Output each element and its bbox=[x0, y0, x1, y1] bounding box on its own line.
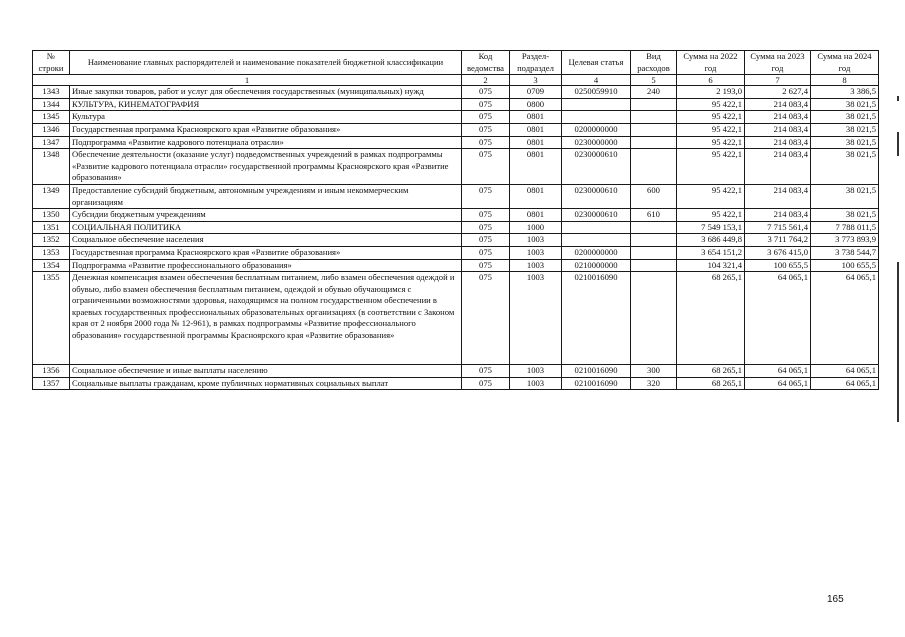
row-section: 0801 bbox=[510, 209, 562, 222]
row-sum-2023: 100 655,5 bbox=[745, 259, 811, 272]
row-dept-code: 075 bbox=[462, 259, 510, 272]
row-sum-2023: 64 065,1 bbox=[745, 377, 811, 390]
table-row bbox=[33, 136, 879, 149]
header-sum-2023: Сумма на 2023 год bbox=[745, 51, 811, 75]
row-target: 0230000610 bbox=[562, 184, 631, 208]
row-sum-2024: 38 021,5 bbox=[811, 136, 879, 149]
column-number: 8 bbox=[811, 75, 879, 86]
row-sum-2022: 95 422,1 bbox=[677, 123, 745, 136]
header-expense-kind: Вид расходов bbox=[631, 51, 677, 75]
row-sum-2022: 95 422,1 bbox=[677, 209, 745, 222]
row-section: 0801 bbox=[510, 136, 562, 149]
row-section: 0801 bbox=[510, 111, 562, 124]
row-sum-2023: 2 627,4 bbox=[745, 86, 811, 99]
row-section: 1003 bbox=[510, 365, 562, 378]
row-sum-2024: 100 655,5 bbox=[811, 259, 879, 272]
row-section: 0801 bbox=[510, 184, 562, 208]
row-sum-2023: 3 676 415,0 bbox=[745, 246, 811, 259]
row-name: Государственная программа Красноярского края «Развитие образования» bbox=[70, 123, 462, 136]
row-target: 0210016090 bbox=[562, 365, 631, 378]
row-sum-2022: 68 265,1 bbox=[677, 272, 745, 365]
row-sum-2022: 3 686 449,8 bbox=[677, 234, 745, 247]
row-sum-2024: 7 788 011,5 bbox=[811, 221, 879, 234]
row-section: 1003 bbox=[510, 377, 562, 390]
row-name: Предоставление субсидий бюджетным, автономным учреждениям и иным некоммерческим организациям bbox=[70, 184, 462, 208]
row-number: 1356 bbox=[33, 365, 70, 378]
row-number: 1349 bbox=[33, 184, 70, 208]
row-name: Иные закупки товаров, работ и услуг для обеспечения государственных (муниципальных) нужд bbox=[70, 86, 462, 99]
row-name: СОЦИАЛЬНАЯ ПОЛИТИКА bbox=[70, 221, 462, 234]
row-dept-code: 075 bbox=[462, 221, 510, 234]
row-sum-2022: 68 265,1 bbox=[677, 377, 745, 390]
row-target bbox=[562, 98, 631, 111]
row-expense-kind bbox=[631, 123, 677, 136]
row-name: Социальное обеспечение населения bbox=[70, 234, 462, 247]
row-sum-2023: 64 065,1 bbox=[745, 365, 811, 378]
row-section: 1000 bbox=[510, 221, 562, 234]
row-number: 1346 bbox=[33, 123, 70, 136]
column-number: 4 bbox=[562, 75, 631, 86]
row-section: 0801 bbox=[510, 149, 562, 185]
table-row bbox=[33, 259, 879, 272]
row-target: 0200000000 bbox=[562, 123, 631, 136]
column-number-row bbox=[33, 75, 879, 86]
row-sum-2022: 104 321,4 bbox=[677, 259, 745, 272]
table-row bbox=[33, 123, 879, 136]
row-sum-2023: 214 083,4 bbox=[745, 209, 811, 222]
row-number: 1352 bbox=[33, 234, 70, 247]
column-number: 6 bbox=[677, 75, 745, 86]
row-sum-2024: 38 021,5 bbox=[811, 98, 879, 111]
row-number: 1345 bbox=[33, 111, 70, 124]
row-dept-code: 075 bbox=[462, 209, 510, 222]
row-dept-code: 075 bbox=[462, 246, 510, 259]
scan-edge-mark bbox=[897, 132, 899, 156]
table-row bbox=[33, 209, 879, 222]
row-number: 1344 bbox=[33, 98, 70, 111]
row-name: Денежная компенсация взамен обеспечения бесплатным питанием, либо взамен обеспечения одеждой и обувью, либо взамен обеспечения бесплатным питанием, одеждой и обувью обучающимся с ограниченными возможностями здоровья, находящимся на полном государственном обеспечении в краевых государственных профессиональных образовательных организациях (в соответствии с Законом края от 2 ноября 2000 года № 12-961), в рамках подпрограммы «Развитие профессионального образования» государственной программы Красноярского края «Развитие образования» bbox=[70, 272, 462, 365]
row-number: 1353 bbox=[33, 246, 70, 259]
row-sum-2024: 64 065,1 bbox=[811, 377, 879, 390]
row-section: 0800 bbox=[510, 98, 562, 111]
row-expense-kind: 300 bbox=[631, 365, 677, 378]
row-number: 1355 bbox=[33, 272, 70, 365]
row-target: 0230000610 bbox=[562, 149, 631, 185]
row-section: 0801 bbox=[510, 123, 562, 136]
row-dept-code: 075 bbox=[462, 365, 510, 378]
row-dept-code: 075 bbox=[462, 377, 510, 390]
header-row bbox=[33, 51, 879, 75]
row-number: 1348 bbox=[33, 149, 70, 185]
row-sum-2024: 64 065,1 bbox=[811, 272, 879, 365]
row-expense-kind bbox=[631, 149, 677, 185]
row-section: 1003 bbox=[510, 234, 562, 247]
row-name: Социальное обеспечение и иные выплаты населению bbox=[70, 365, 462, 378]
header-target: Целевая статья bbox=[562, 51, 631, 75]
row-sum-2022: 3 654 151,2 bbox=[677, 246, 745, 259]
row-name: Обеспечение деятельности (оказание услуг) подведомственных учреждений в рамках подпрограммы «Развитие кадрового потенциала отрасли» государственной программы Красноярского края «Развитие образования» bbox=[70, 149, 462, 185]
row-expense-kind bbox=[631, 272, 677, 365]
header-sum-2024: Сумма на 2024 год bbox=[811, 51, 879, 75]
row-target: 0210016090 bbox=[562, 272, 631, 365]
row-expense-kind: 240 bbox=[631, 86, 677, 99]
row-sum-2022: 95 422,1 bbox=[677, 184, 745, 208]
column-number: 2 bbox=[462, 75, 510, 86]
row-target: 0210016090 bbox=[562, 377, 631, 390]
row-target: 0250059910 bbox=[562, 86, 631, 99]
row-dept-code: 075 bbox=[462, 86, 510, 99]
row-sum-2024: 38 021,5 bbox=[811, 123, 879, 136]
row-sum-2024: 38 021,5 bbox=[811, 111, 879, 124]
row-sum-2024: 38 021,5 bbox=[811, 149, 879, 185]
row-name: Подпрограмма «Развитие кадрового потенциала отрасли» bbox=[70, 136, 462, 149]
row-expense-kind bbox=[631, 221, 677, 234]
row-section: 1003 bbox=[510, 259, 562, 272]
table-row bbox=[33, 272, 879, 365]
column-number: 3 bbox=[510, 75, 562, 86]
row-sum-2022: 95 422,1 bbox=[677, 111, 745, 124]
row-expense-kind: 600 bbox=[631, 184, 677, 208]
row-sum-2022: 2 193,0 bbox=[677, 86, 745, 99]
header-sum-2022: Сумма на 2022 год bbox=[677, 51, 745, 75]
row-sum-2023: 64 065,1 bbox=[745, 272, 811, 365]
row-sum-2024: 3 773 893,9 bbox=[811, 234, 879, 247]
row-name: Подпрограмма «Развитие профессионального образования» bbox=[70, 259, 462, 272]
table-row bbox=[33, 246, 879, 259]
row-expense-kind bbox=[631, 136, 677, 149]
row-sum-2022: 95 422,1 bbox=[677, 136, 745, 149]
table-row bbox=[33, 377, 879, 390]
table-row bbox=[33, 221, 879, 234]
row-expense-kind bbox=[631, 111, 677, 124]
header-name: Наименование главных распорядителей и наименование показателей бюджетной классификации bbox=[70, 51, 462, 75]
row-section: 1003 bbox=[510, 272, 562, 365]
header-section: Раздел-подраздел bbox=[510, 51, 562, 75]
row-sum-2022: 95 422,1 bbox=[677, 149, 745, 185]
row-sum-2023: 7 715 561,4 bbox=[745, 221, 811, 234]
row-number: 1343 bbox=[33, 86, 70, 99]
row-dept-code: 075 bbox=[462, 111, 510, 124]
row-number: 1357 bbox=[33, 377, 70, 390]
row-dept-code: 075 bbox=[462, 184, 510, 208]
row-expense-kind: 610 bbox=[631, 209, 677, 222]
row-sum-2024: 3 386,5 bbox=[811, 86, 879, 99]
scan-edge-mark bbox=[897, 262, 899, 422]
row-expense-kind bbox=[631, 246, 677, 259]
row-dept-code: 075 bbox=[462, 272, 510, 365]
row-sum-2023: 3 711 764,2 bbox=[745, 234, 811, 247]
row-sum-2024: 3 738 544,7 bbox=[811, 246, 879, 259]
row-dept-code: 075 bbox=[462, 98, 510, 111]
row-sum-2023: 214 083,4 bbox=[745, 111, 811, 124]
row-sum-2024: 38 021,5 bbox=[811, 184, 879, 208]
header-dept-code: Код ведомства bbox=[462, 51, 510, 75]
row-sum-2023: 214 083,4 bbox=[745, 184, 811, 208]
row-sum-2024: 64 065,1 bbox=[811, 365, 879, 378]
row-sum-2024: 38 021,5 bbox=[811, 209, 879, 222]
row-name: КУЛЬТУРА, КИНЕМАТОГРАФИЯ bbox=[70, 98, 462, 111]
header-row-no: № строки bbox=[33, 51, 70, 75]
page-number: 165 bbox=[827, 594, 844, 605]
row-sum-2023: 214 083,4 bbox=[745, 98, 811, 111]
row-sum-2023: 214 083,4 bbox=[745, 149, 811, 185]
column-number: 7 bbox=[745, 75, 811, 86]
row-section: 1003 bbox=[510, 246, 562, 259]
row-name: Государственная программа Красноярского края «Развитие образования» bbox=[70, 246, 462, 259]
row-target bbox=[562, 234, 631, 247]
row-number: 1350 bbox=[33, 209, 70, 222]
row-sum-2023: 214 083,4 bbox=[745, 123, 811, 136]
row-target: 0230000000 bbox=[562, 136, 631, 149]
table-row bbox=[33, 111, 879, 124]
column-number: 1 bbox=[33, 75, 462, 86]
row-sum-2022: 7 549 153,1 bbox=[677, 221, 745, 234]
table-row bbox=[33, 149, 879, 185]
row-target bbox=[562, 221, 631, 234]
row-sum-2022: 95 422,1 bbox=[677, 98, 745, 111]
row-expense-kind bbox=[631, 259, 677, 272]
row-number: 1351 bbox=[33, 221, 70, 234]
row-number: 1347 bbox=[33, 136, 70, 149]
table-row bbox=[33, 98, 879, 111]
row-sum-2022: 68 265,1 bbox=[677, 365, 745, 378]
budget-table bbox=[32, 50, 879, 390]
row-number: 1354 bbox=[33, 259, 70, 272]
row-target: 0210000000 bbox=[562, 259, 631, 272]
row-expense-kind bbox=[631, 234, 677, 247]
table-row bbox=[33, 184, 879, 208]
row-dept-code: 075 bbox=[462, 123, 510, 136]
column-number: 5 bbox=[631, 75, 677, 86]
table-row bbox=[33, 86, 879, 99]
row-target: 0230000610 bbox=[562, 209, 631, 222]
row-dept-code: 075 bbox=[462, 149, 510, 185]
table-row bbox=[33, 365, 879, 378]
table-row bbox=[33, 234, 879, 247]
row-target: 0200000000 bbox=[562, 246, 631, 259]
row-section: 0709 bbox=[510, 86, 562, 99]
row-expense-kind bbox=[631, 98, 677, 111]
row-dept-code: 075 bbox=[462, 234, 510, 247]
row-expense-kind: 320 bbox=[631, 377, 677, 390]
row-sum-2023: 214 083,4 bbox=[745, 136, 811, 149]
scan-edge-mark bbox=[897, 96, 899, 101]
row-name: Субсидии бюджетным учреждениям bbox=[70, 209, 462, 222]
row-dept-code: 075 bbox=[462, 136, 510, 149]
row-name: Социальные выплаты гражданам, кроме публичных нормативных социальных выплат bbox=[70, 377, 462, 390]
row-name: Культура bbox=[70, 111, 462, 124]
row-target bbox=[562, 111, 631, 124]
